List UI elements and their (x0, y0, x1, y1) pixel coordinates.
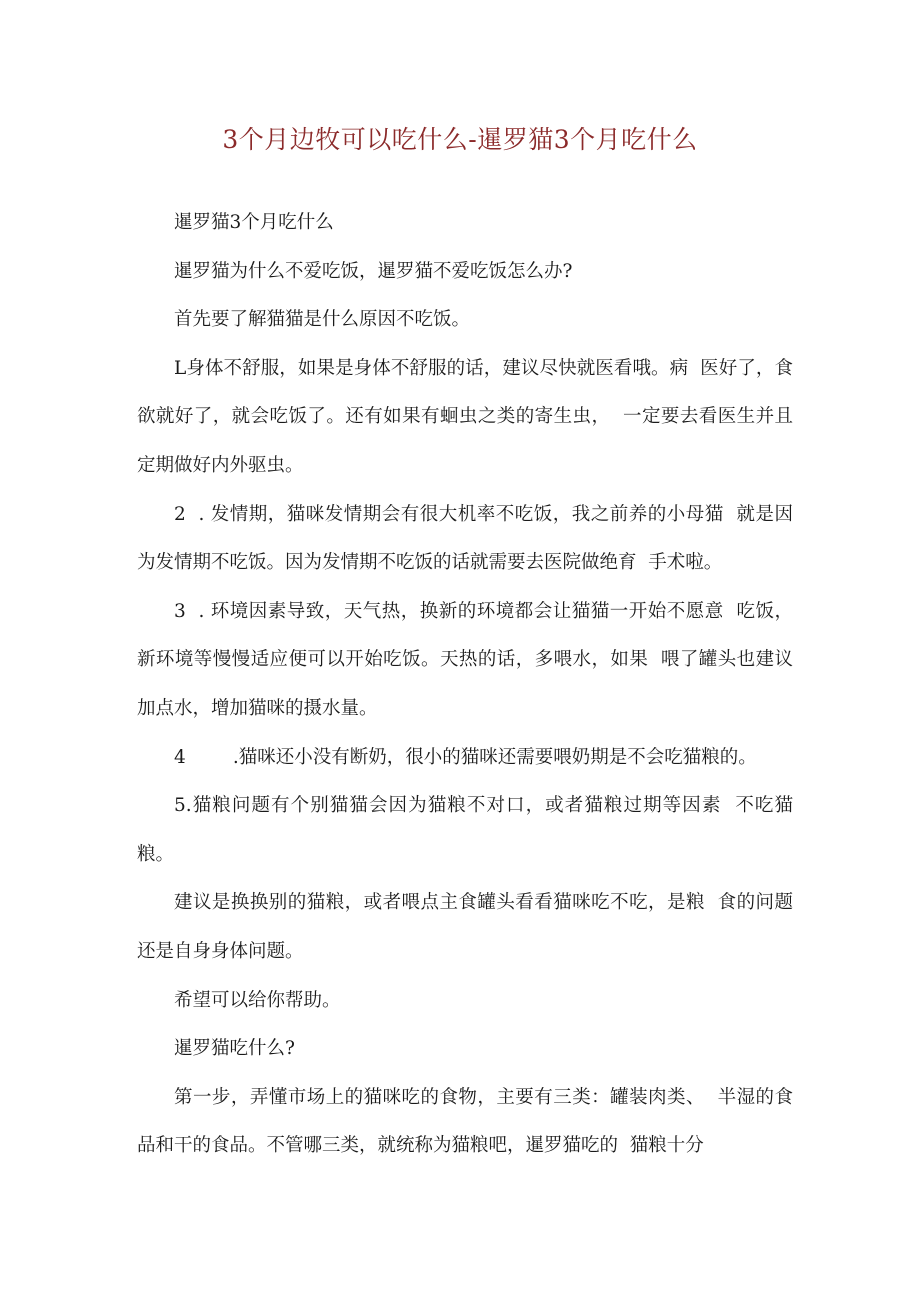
paragraph-suggestion: 建议是换换别的猫粮，或者喂点主食罐头看看猫咪吃不吃，是粮 食的问题还是自身身体问题。 (137, 892, 793, 962)
paragraph-subheading-2: 暹罗猫吃什么? (174, 1038, 295, 1060)
paragraph-reason-4: 4 .猫咪还小没有断奶，很小的猫咪还需要喂奶期是不会吃猫粮的。 (174, 746, 757, 768)
paragraph-question: 暹罗猫为什么不爱吃饭，暹罗猫不爱吃饭怎么办? (174, 260, 573, 282)
document-title: 3个月边牧可以吃什么-暹罗猫3个月吃什么 (222, 125, 698, 154)
document-body (137, 199, 793, 1171)
paragraph-step-1: 第一步，弄懂市场上的猫咪吃的食物，主要有三类：罐装肉类、 半湿的食品和干的食品。不管哪三类，就统称为猫粮吧，暹罗猫吃的 猫粮十分 (137, 1086, 793, 1157)
paragraph-closing: 希望可以给你帮助。 (174, 989, 341, 1011)
paragraph-reason-5: 5.猫粮问题有个别猫猫会因为猫粮不对口，或者猫粮过期等因素 不吃猫粮。 (137, 795, 793, 865)
paragraph-reason-2: 2 . 发情期，猫咪发情期会有很大机率不吃饭，我之前养的小母猫 就是因为发情期不吃饭。因为发情期不吃饭的话就需要去医院做绝育 手术啦。 (137, 503, 793, 574)
paragraph-reason-3: 3 . 环境因素导致，天气热，换新的环境都会让猫猫一开始不愿意 吃饭，新环境等慢慢适应便可以开始吃饭。天热的话，多喂水，如果 喂了罐头也建议加点水，增加猫咪的摄水量。 (137, 600, 793, 719)
paragraph-subheading-1: 暹罗猫3个月吃什么 (174, 212, 334, 233)
paragraph-reason-1: L身体不舒服，如果是身体不舒服的话，建议尽快就医看哦。病 医好了，食欲就好了，就会吃饭了。还有如果有蛔虫之类的寄生虫， 一定要去看医生并且定期做好内外驱虫。 (137, 357, 793, 476)
paragraph-intro: 首先要了解猫猫是什么原因不吃饭。 (174, 309, 471, 331)
